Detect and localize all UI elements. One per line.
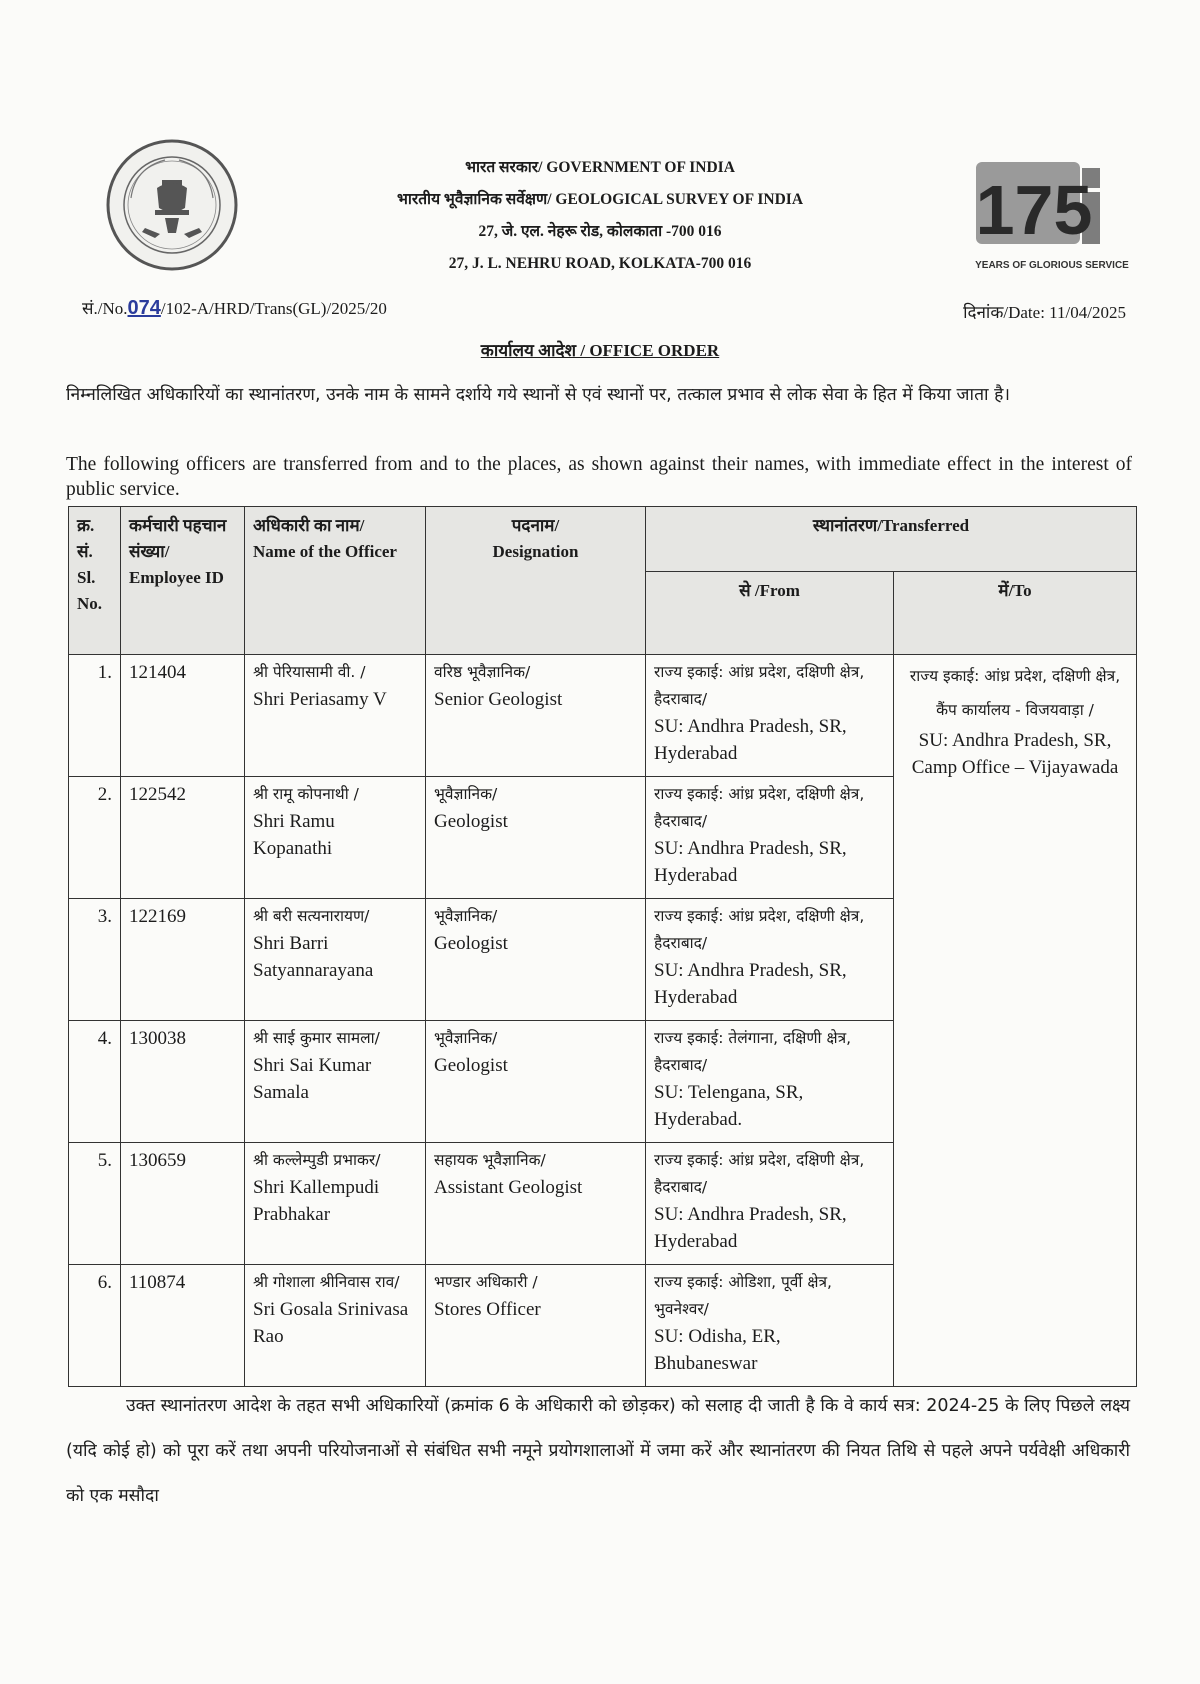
header-designation: [426, 507, 646, 655]
row-from: [646, 655, 894, 777]
header-transferred: स्थानांतरण/Transferred: [646, 507, 1137, 572]
intro-paragraph-english: The following officers are transferred from and to the places, as shown against their names, with immediate effect in the interest of public service.: [66, 454, 1132, 500]
table-row: [69, 655, 1137, 777]
header-employee-id-en: Employee ID: [129, 568, 224, 587]
row-from-hi: राज्य इकाई: तेलंगाना, दक्षिणी क्षेत्र, हैदराबाद/: [654, 1029, 852, 1074]
row-from-hi: राज्य इकाई: ओडिशा, पूर्वी क्षेत्र, भुवनेश्वर/: [654, 1273, 832, 1318]
order-title: कार्यालय आदेश / OFFICE ORDER: [480, 341, 720, 360]
intro-paragraph-hindi: निम्नलिखित अधिकारियों का स्थानांतरण, उनके नाम के सामने दर्शाये गये स्थानों से एवं स्थानों पर, तत्काल प्रभाव से लोक सेवा के हित में किया जाता है।: [66, 385, 1011, 405]
gsi-emblem-logo: [105, 138, 239, 272]
row-from-hi: राज्य इकाई: आंध्र प्रदेश, दक्षिणी क्षेत्र, हैदराबाद/: [654, 1151, 865, 1196]
row-from: [646, 1265, 894, 1387]
header-to: में/To: [894, 572, 1137, 655]
row-designation-en: Assistant Geologist: [434, 1177, 583, 1198]
row-designation-en: Geologist: [434, 811, 508, 832]
header-officer-name: [245, 507, 426, 655]
row-name-hi: श्री पेरियासामी वी. /: [253, 663, 366, 681]
row-designation-en: Stores Officer: [434, 1299, 541, 1320]
row-designation-en: Geologist: [434, 1055, 508, 1076]
footer-paragraph-hindi: उक्त स्थानांतरण आदेश के तहत सभी अधिकारियों (क्रमांक 6 के अधिकारी को छोड़कर) को सलाह दी जाती है कि वे कार्य सत्र: 2024-25 के लिए पिछले लक्ष्य (यदि कोई हो) को पूरा करें तथा अपनी परियोजनाओं से संबंधित सभी नमूने प्रयोगशालाओं में जमा करें और स्थानांतरण की नियत तिथि से पहले अपने पर्यवेक्षी अधिकारी को एक मसौदा: [66, 1396, 1130, 1506]
row-to-merged: [894, 655, 1137, 1387]
row-name-hi: श्री बरी सत्यनारायण/: [253, 907, 370, 925]
header-employee-id-hi: कर्मचारी पहचान संख्या/: [129, 516, 227, 561]
row-from-en: SU: Andhra Pradesh, SR, Hyderabad: [654, 716, 847, 764]
row-designation-hi: भूवैज्ञानिक/: [434, 907, 498, 925]
row-employee-id: 110874: [121, 1265, 245, 1387]
row-from: [646, 899, 894, 1021]
ref-handwritten-number: 074: [127, 297, 161, 319]
row-officer-name: [245, 1265, 426, 1387]
row-name-hi: श्री रामू कोपनाथी /: [253, 785, 359, 803]
row-designation: [426, 1265, 646, 1387]
row-name-en: Shri Ramu Kopanathi: [253, 811, 335, 859]
row-employee-id: 130659: [121, 1143, 245, 1265]
logo-175-caption: YEARS OF GLORIOUS SERVICE: [975, 260, 1129, 271]
letterhead-gsi: भारतीय भूवैज्ञानिक सर्वेक्षण/ GEOLOGICAL SURVEY OF INDIA: [396, 191, 804, 208]
row-name-hi: श्री साई कुमार सामला/: [253, 1029, 380, 1047]
row-designation: [426, 1021, 646, 1143]
row-designation-hi: भण्डार अधिकारी /: [434, 1273, 538, 1291]
row-name-hi: श्री कल्लेम्पुडी प्रभाकर/: [253, 1151, 381, 1169]
row-from-en: SU: Andhra Pradesh, SR, Hyderabad: [654, 1204, 847, 1252]
row-sl: 4.: [69, 1021, 121, 1143]
header-designation-hi: पदनाम/: [511, 516, 560, 535]
letterhead: [250, 152, 950, 280]
row-designation-hi: सहायक भूवैज्ञानिक/: [434, 1151, 546, 1169]
reference-number: [82, 296, 387, 320]
row-designation: [426, 777, 646, 899]
header-officer-name-hi: अधिकारी का नाम/: [253, 516, 365, 535]
row-from-en: SU: Andhra Pradesh, SR, Hyderabad: [654, 838, 847, 886]
row-from-en: SU: Andhra Pradesh, SR, Hyderabad: [654, 960, 847, 1008]
letterhead-address-en: 27, J. L. NEHRU ROAD, KOLKATA-700 016: [448, 255, 752, 272]
ref-suffix: /102-A/HRD/Trans(GL)/2025/20: [160, 299, 387, 318]
row-name-hi: श्री गोशाला श्रीनिवास राव/: [253, 1273, 400, 1291]
row-name-en: Shri Periasamy V: [253, 689, 387, 710]
transfer-table: [68, 506, 1137, 1387]
header-from: से /From: [646, 572, 894, 655]
row-designation: [426, 1143, 646, 1265]
row-designation-hi: भूवैज्ञानिक/: [434, 785, 498, 803]
row-designation-en: Senior Geologist: [434, 689, 563, 710]
header-officer-name-en: Name of the Officer: [253, 542, 397, 561]
row-designation-en: Geologist: [434, 933, 508, 954]
row-employee-id: 122542: [121, 777, 245, 899]
row-sl: 6.: [69, 1265, 121, 1387]
row-from-en: SU: Odisha, ER, Bhubaneswar: [654, 1326, 781, 1374]
letterhead-govt: भारत सरकार/ GOVERNMENT OF INDIA: [465, 159, 735, 176]
header-designation-en: Designation: [492, 542, 579, 561]
row-sl: 5.: [69, 1143, 121, 1265]
row-name-en: Shri Kallempudi Prabhakar: [253, 1177, 380, 1225]
row-employee-id: 130038: [121, 1021, 245, 1143]
row-officer-name: [245, 777, 426, 899]
row-from-hi: राज्य इकाई: आंध्र प्रदेश, दक्षिणी क्षेत्र, हैदराबाद/: [654, 785, 865, 830]
letterhead-address-hi: 27, जे. एल. नेहरू रोड, कोलकाता -700 016: [478, 223, 722, 240]
row-name-en: Shri Sai Kumar Samala: [253, 1055, 372, 1103]
row-designation: [426, 655, 646, 777]
row-designation-hi: भूवैज्ञानिक/: [434, 1029, 498, 1047]
row-officer-name: [245, 1021, 426, 1143]
row-sl: 1.: [69, 655, 121, 777]
header-sl-no: क्र. सं. Sl. No.: [69, 507, 121, 655]
row-employee-id: 122169: [121, 899, 245, 1021]
to-location-hi: राज्य इकाई: आंध्र प्रदेश, दक्षिणी क्षेत्र, कैंप कार्यालय - विजयवाड़ा /: [909, 667, 1121, 719]
row-designation-hi: वरिष्ठ भूवैज्ञानिक/: [434, 663, 531, 681]
row-name-en: Shri Barri Satyannarayana: [253, 933, 374, 981]
row-designation: [426, 899, 646, 1021]
row-sl: 3.: [69, 899, 121, 1021]
row-sl: 2.: [69, 777, 121, 899]
ref-prefix: सं./No.: [82, 299, 128, 318]
row-from: [646, 1021, 894, 1143]
row-officer-name: [245, 899, 426, 1021]
row-from: [646, 777, 894, 899]
row-from-hi: राज्य इकाई: आंध्र प्रदेश, दक्षिणी क्षेत्र, हैदराबाद/: [654, 663, 865, 708]
row-officer-name: [245, 655, 426, 777]
header-employee-id: [121, 507, 245, 655]
logo-175-number: 175: [975, 171, 1093, 249]
order-date: दिनांक/Date: 11/04/2025: [963, 303, 1126, 322]
row-from: [646, 1143, 894, 1265]
gsi-175-years-logo: [972, 158, 1132, 278]
row-from-en: SU: Telengana, SR, Hyderabad.: [654, 1082, 804, 1130]
row-employee-id: 121404: [121, 655, 245, 777]
row-officer-name: [245, 1143, 426, 1265]
to-location-en: SU: Andhra Pradesh, SR, Camp Office – Vijayawada: [911, 730, 1119, 778]
row-from-hi: राज्य इकाई: आंध्र प्रदेश, दक्षिणी क्षेत्र, हैदराबाद/: [654, 907, 865, 952]
row-name-en: Sri Gosala Srinivasa Rao: [253, 1299, 409, 1347]
